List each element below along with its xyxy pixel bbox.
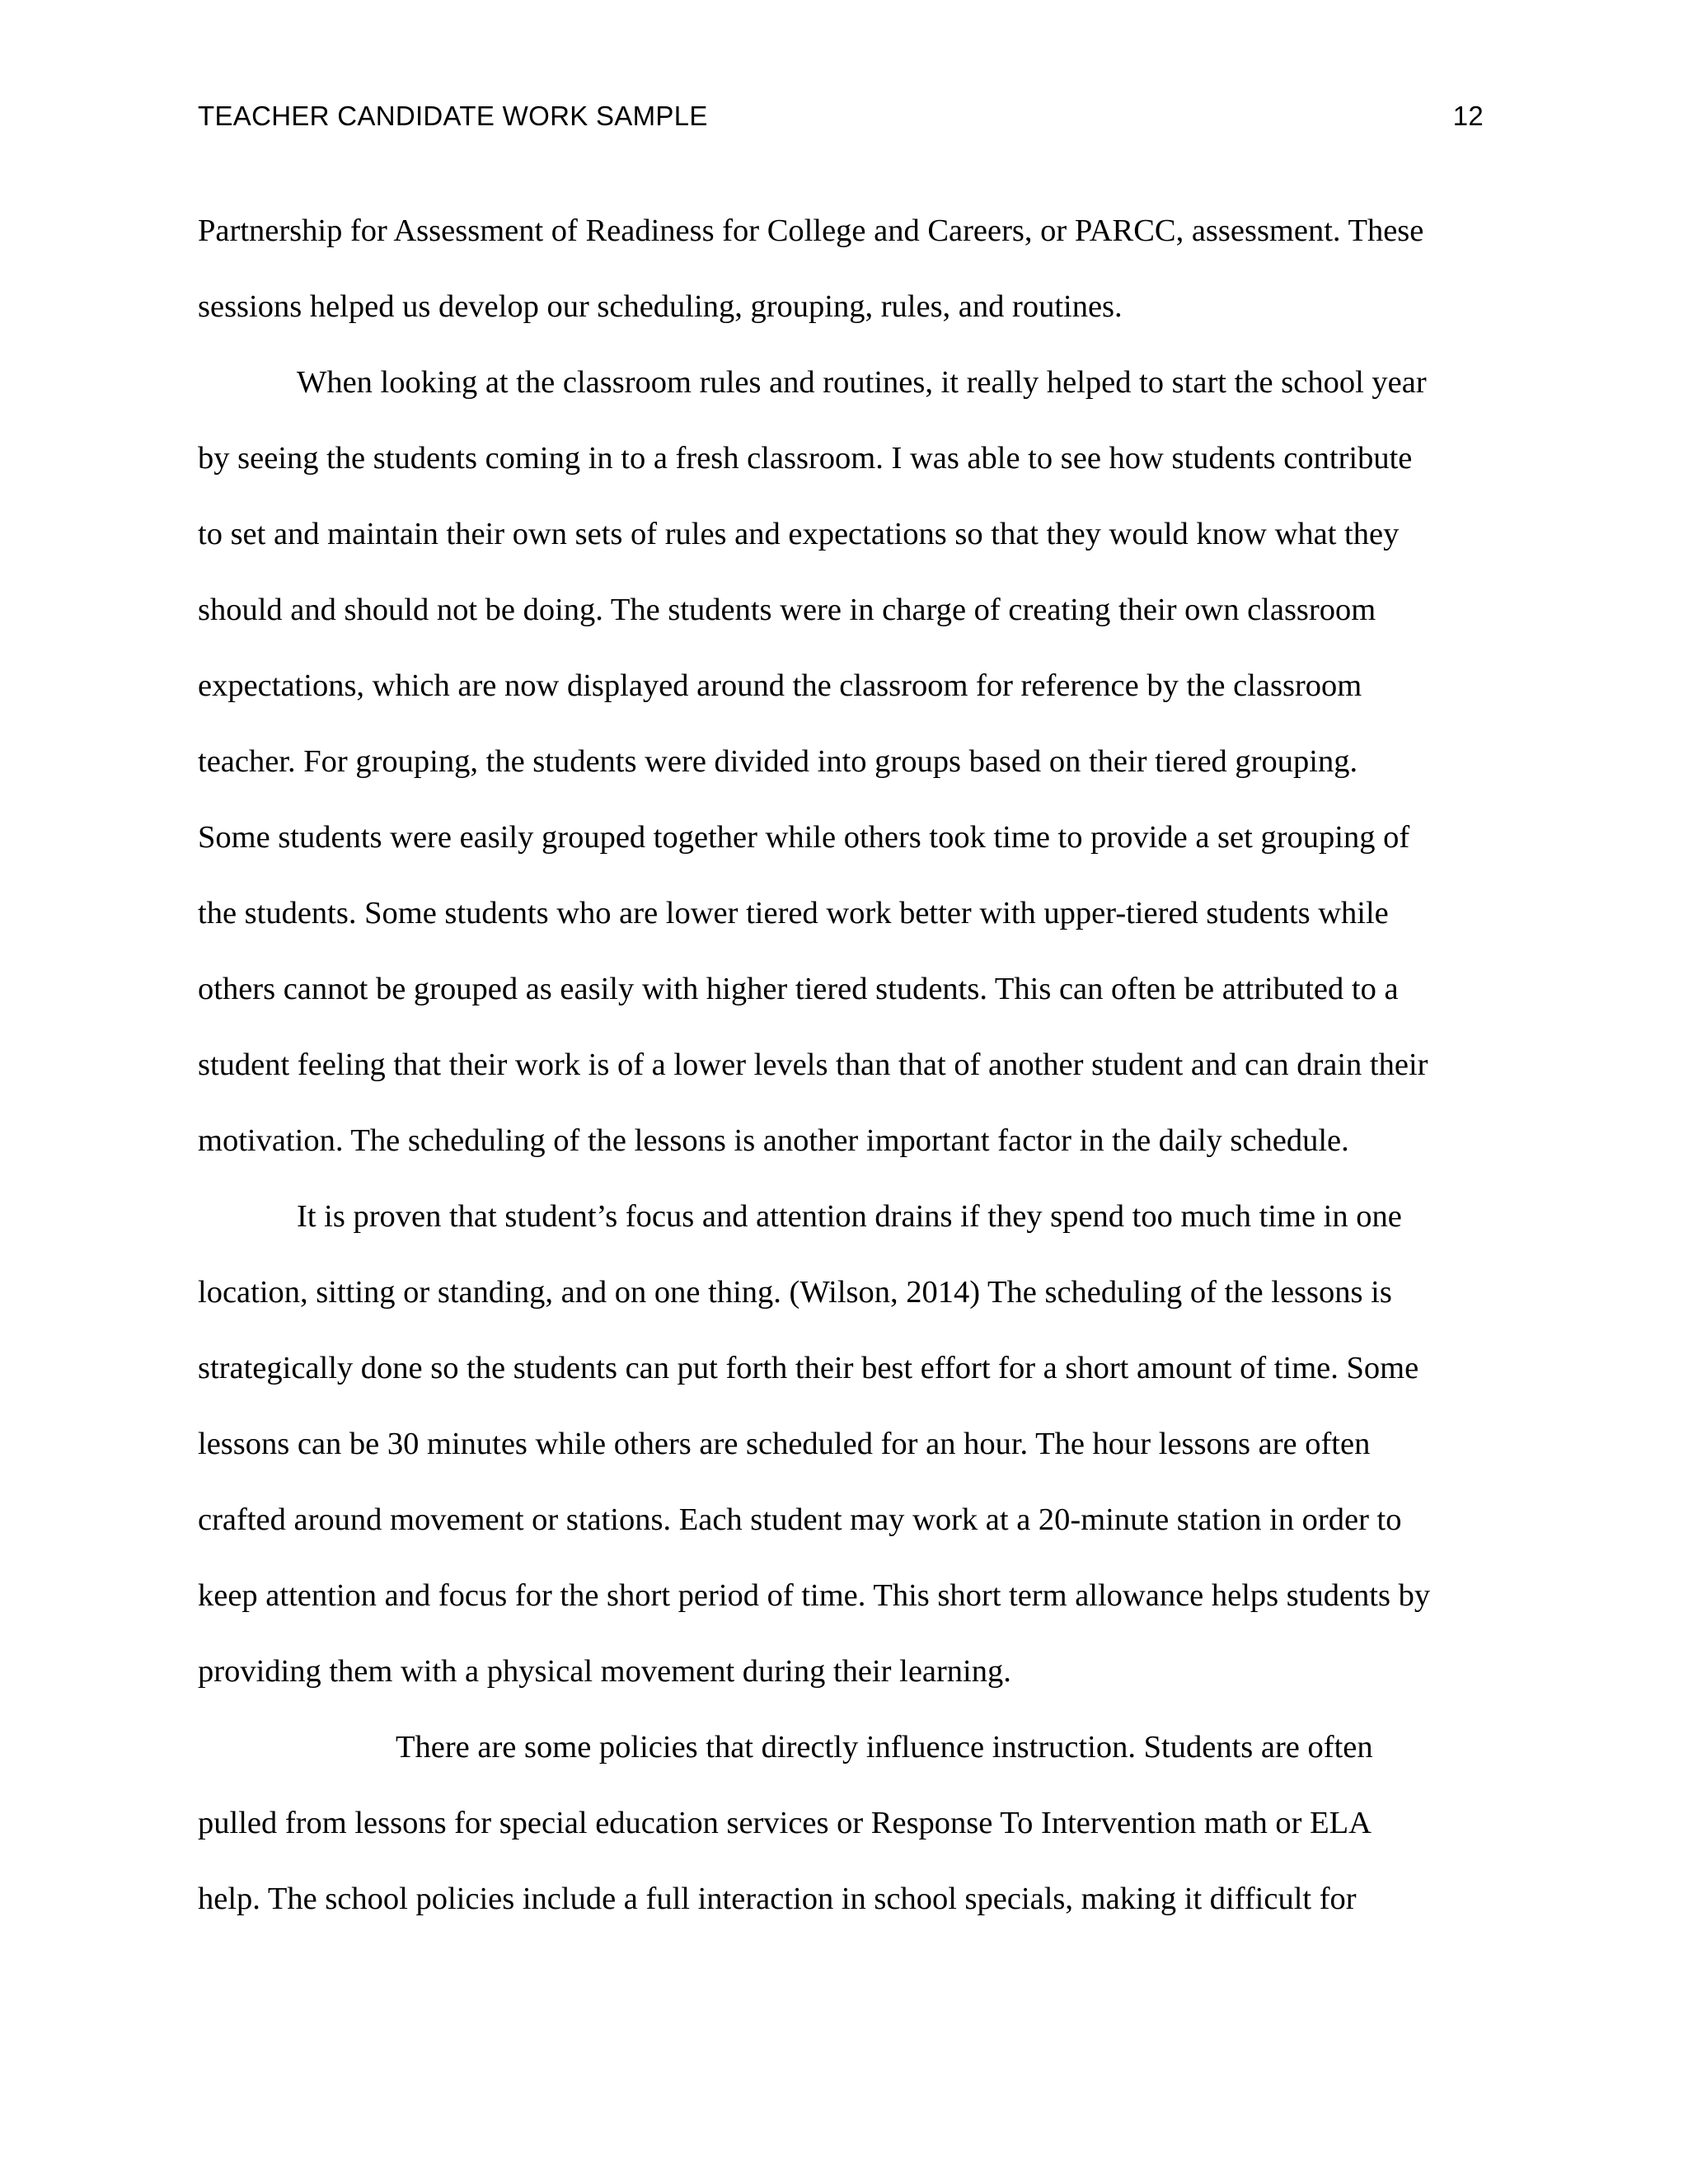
text-line: motivation. The scheduling of the lessons is another important factor in the daily schedule. bbox=[198, 1123, 1349, 1158]
text-line: pulled from lessons for special education services or Response To Intervention math or ELA bbox=[198, 1806, 1372, 1840]
text-line: others cannot be grouped as easily with higher tiered students. This can often be attributed to a bbox=[198, 972, 1399, 1006]
paragraph-first-line: It is proven that student’s focus and attention drains if they spend too much time in one bbox=[297, 1199, 1402, 1234]
text-line: crafted around movement or stations. Each student may work at a 20-minute station in order to bbox=[198, 1502, 1402, 1537]
text-line: Partnership for Assessment of Readiness for College and Careers, or PARCC, assessment. These bbox=[198, 213, 1424, 248]
text-line: expectations, which are now displayed around the classroom for reference by the classroom bbox=[198, 668, 1362, 703]
text-line: the students. Some students who are lower tiered work better with upper-tiered students while bbox=[198, 896, 1389, 930]
text-line: sessions helped us develop our scheduling, grouping, rules, and routines. bbox=[198, 289, 1123, 324]
text-line: Some students were easily grouped together while others took time to provide a set grouping of bbox=[198, 820, 1410, 855]
text-line: student feeling that their work is of a lower levels than that of another student and can drain their bbox=[198, 1047, 1428, 1082]
running-head-title: TEACHER CANDIDATE WORK SAMPLE bbox=[198, 101, 708, 131]
text-line: to set and maintain their own sets of rules and expectations so that they would know what they bbox=[198, 517, 1400, 551]
text-line: teacher. For grouping, the students were divided into groups based on their tiered grouping. bbox=[198, 744, 1358, 779]
text-line: lessons can be 30 minutes while others are scheduled for an hour. The hour lessons are often bbox=[198, 1427, 1371, 1461]
running-head bbox=[198, 101, 1484, 142]
text-line: help. The school policies include a full interaction in school specials, making it difficult for bbox=[198, 1882, 1357, 1916]
body-text bbox=[198, 193, 1488, 1937]
text-line: keep attention and focus for the short period of time. This short term allowance helps students by bbox=[198, 1578, 1431, 1613]
paragraph-first-line: When looking at the classroom rules and routines, it really helped to start the school year bbox=[297, 365, 1427, 400]
text-line: by seeing the students coming in to a fresh classroom. I was able to see how students contribute bbox=[198, 441, 1413, 476]
text-line: strategically done so the students can put forth their best effort for a short amount of time. Some bbox=[198, 1351, 1419, 1385]
text-line: location, sitting or standing, and on one thing. (Wilson, 2014) The scheduling of the lessons is bbox=[198, 1275, 1392, 1310]
text-line: should and should not be doing. The students were in charge of creating their own classroom bbox=[198, 593, 1376, 627]
paragraph-first-line: There are some policies that directly influence instruction. Students are often bbox=[396, 1730, 1373, 1765]
page-number: 12 bbox=[1452, 101, 1484, 131]
text-line: providing them with a physical movement during their learning. bbox=[198, 1654, 1011, 1689]
